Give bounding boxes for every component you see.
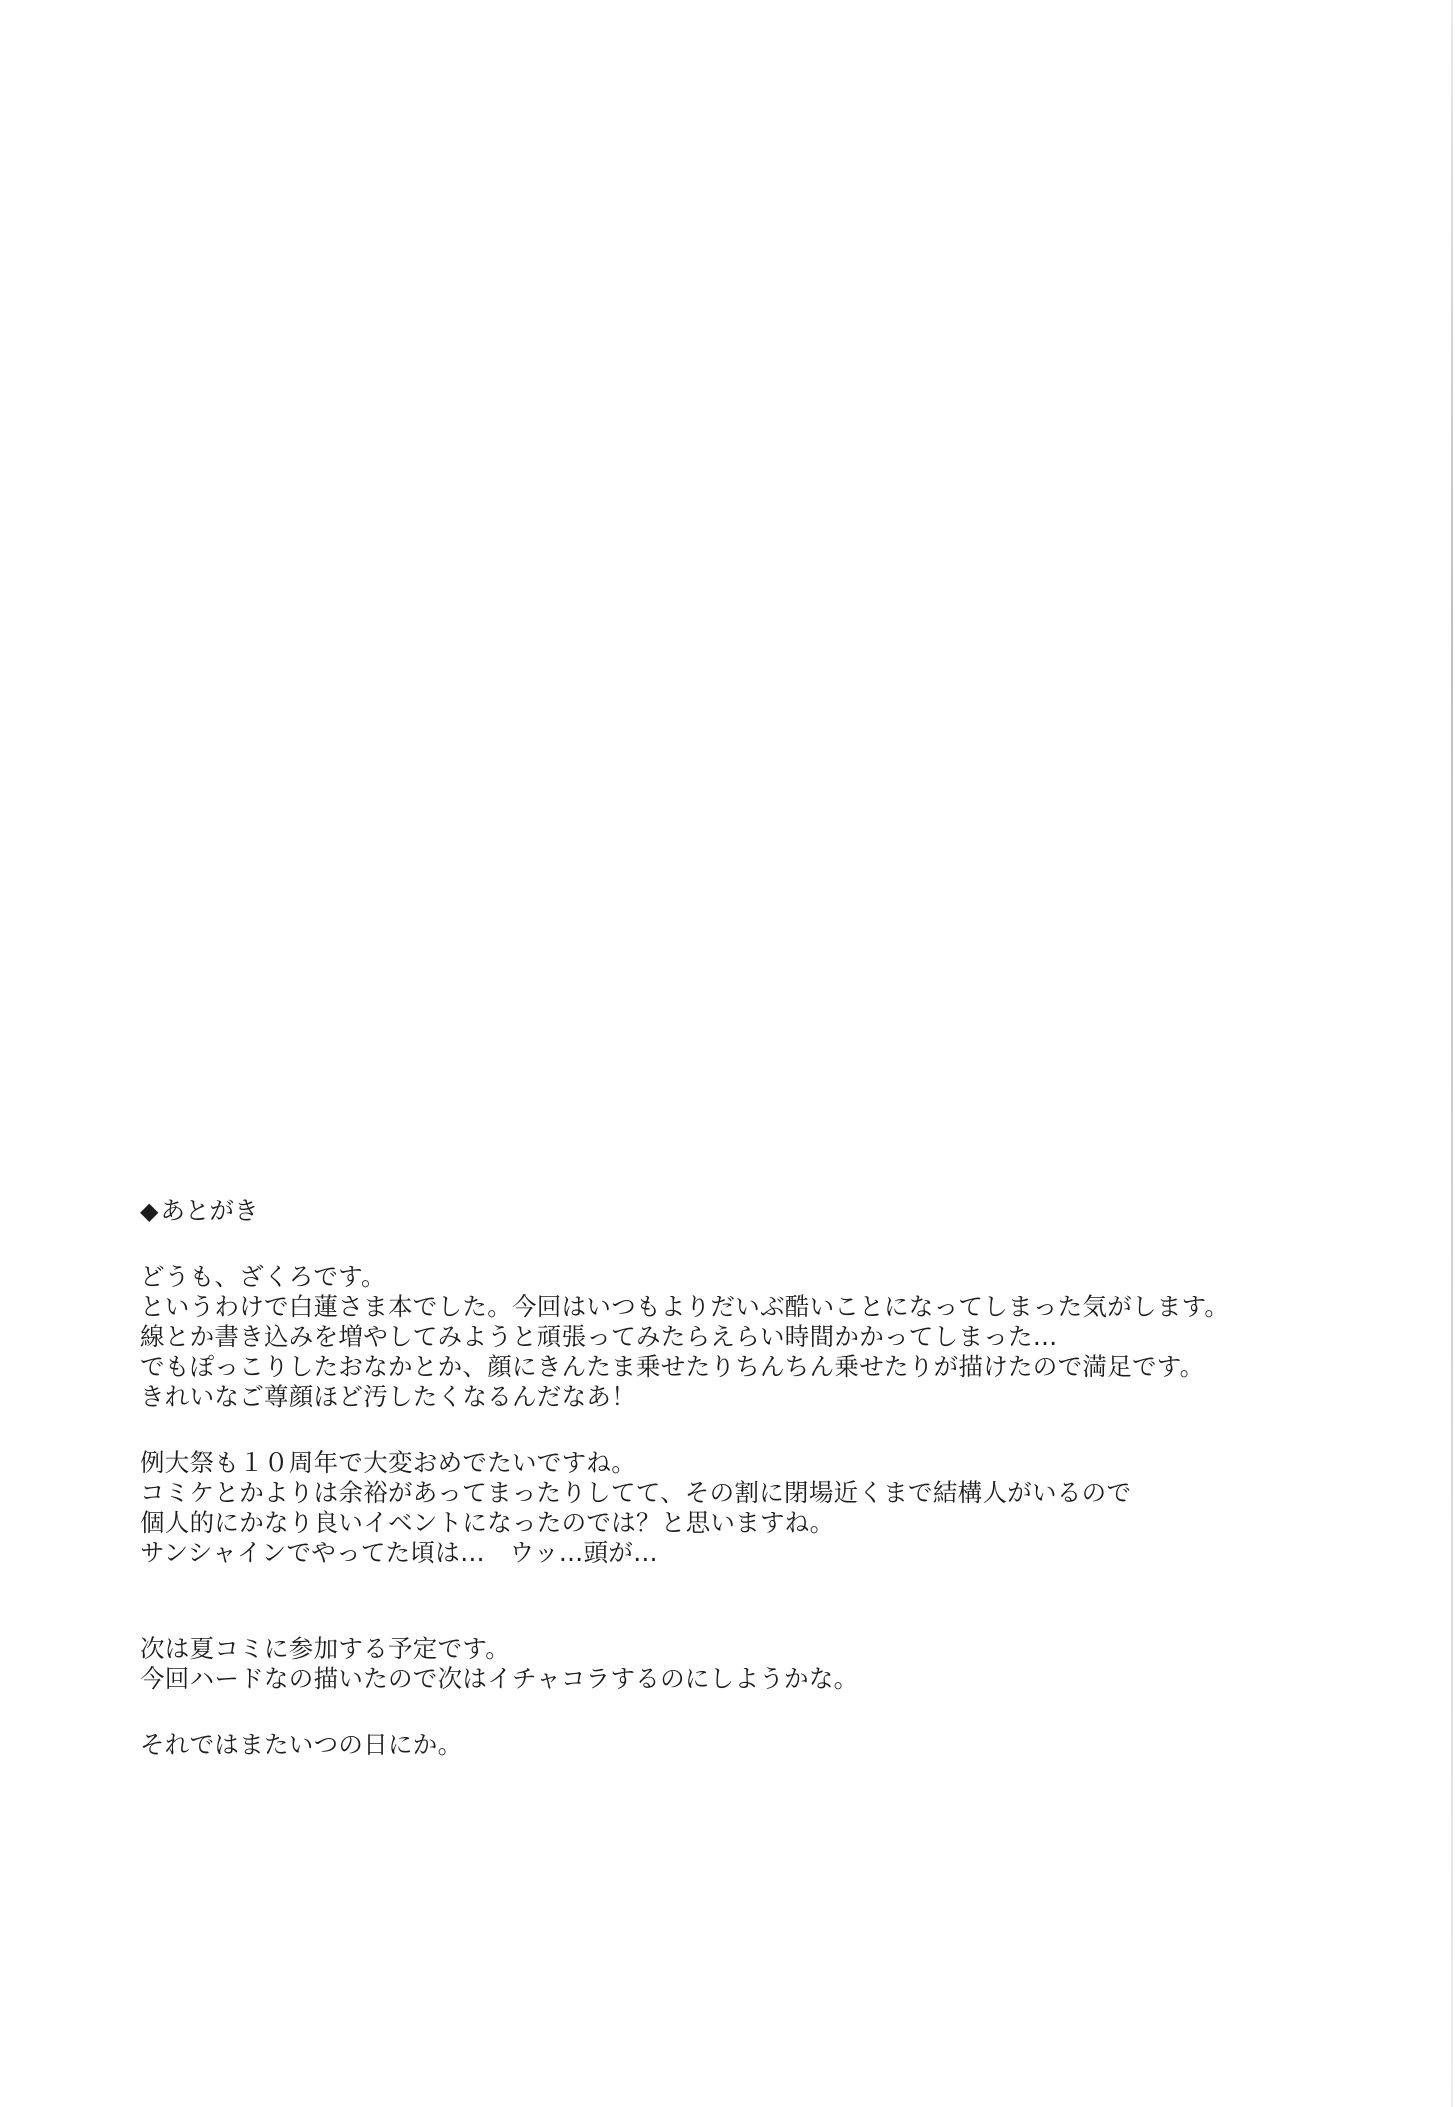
text-line: 例大祭も１０周年で大変おめでたいですね。 [140, 1448, 636, 1477]
afterword-heading-text: あとがき [160, 1196, 259, 1225]
page-edge-shadow [1451, 0, 1453, 2107]
text-line: 次は夏コミに参加する予定です。 [140, 1634, 511, 1663]
text-line: 線とか書き込みを増やしてみようと頑張ってみたらえらい時間かかってしまった… [140, 1322, 1058, 1351]
text-line: きれいなご尊顔ほど汚したくなるんだなあ！ [140, 1382, 636, 1411]
closing-line: それではまたいつの日にか。 [140, 1730, 463, 1759]
diamond-bullet-icon: ◆ [140, 1197, 159, 1225]
afterword-section [140, 1196, 1320, 1760]
text-line: 今回ハードなの描いたので次はイチャコラするのにしようかな。 [140, 1664, 859, 1693]
paragraph-3 [140, 1634, 1320, 1694]
paragraph-2 [140, 1448, 1320, 1568]
text-line: というわけで白蓮さま本でした。今回はいつもよりだいぶ酷いことになってしまった気がします。 [140, 1292, 1230, 1321]
text-line: 個人的にかなり良いイベントになったのでは？と思いますね。 [140, 1508, 835, 1537]
afterword-heading [140, 1196, 1320, 1226]
text-line: どうも、ざくろです。 [140, 1262, 386, 1291]
text-line: サンシャインでやってた頃は… ウッ…頭が… [140, 1538, 658, 1567]
text-line: コミケとかよりは余裕があってまったりしてて、その割に閉場近くまで結構人がいるので [140, 1478, 1132, 1507]
paragraph-1 [140, 1262, 1320, 1412]
text-line: でもぽっこりしたおなかとか、顔にきんたま乗せたりちんちん乗せたりが描けたので満足です。 [140, 1352, 1205, 1381]
